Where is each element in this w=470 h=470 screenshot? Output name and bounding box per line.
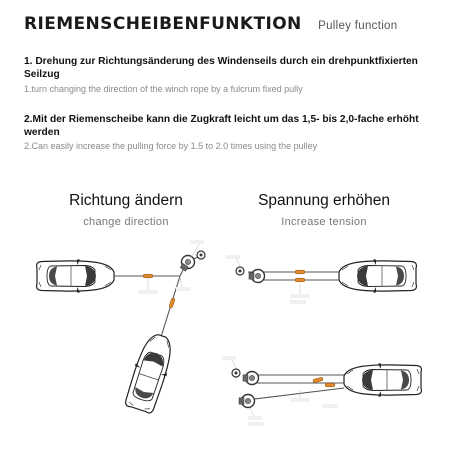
page-title: RIEMENSCHEIBENFUNKTION xyxy=(24,14,302,34)
shackle-link-upper-2 xyxy=(295,278,305,282)
shackle-link-left xyxy=(143,274,153,278)
right-diagram-lower xyxy=(222,356,421,426)
page-subtitle: Pulley function xyxy=(318,20,398,32)
anchor-point-left xyxy=(197,251,205,259)
right-section-title: Spannung erhöhen xyxy=(258,192,390,209)
shackle-link-diagonal xyxy=(169,298,176,309)
anchor-point-right xyxy=(236,267,244,275)
point-2-english: 2.Can easily increase the pulling force by 1.5 to 2.0 times using the pulley xyxy=(24,141,318,151)
stuck-car-left xyxy=(122,331,177,415)
left-section-subtitle: change direction xyxy=(83,216,169,228)
winch-car-right xyxy=(339,260,416,293)
right-section-subtitle: Increase tension xyxy=(281,216,367,228)
right-diagram-upper xyxy=(226,255,416,304)
point-2-german: 2.Mit der Riemenscheibe kann die Zugkraft leicht um das 1,5- bis 2,0-fache erhöht werden xyxy=(24,114,419,138)
point-1-english: 1.turn changing the direction of the winch rope by a fulcrum fixed pully xyxy=(24,84,303,94)
point-1-german: 1. Drehung zur Richtungsänderung des Windenseils durch ein drehpunktfixierten Seilzug xyxy=(24,56,418,80)
shackle-link-upper xyxy=(295,270,305,274)
anchor-point-lower xyxy=(232,369,240,377)
shackle-link-lower-2 xyxy=(325,383,335,387)
shackle-link-lower xyxy=(313,377,324,383)
left-section-title: Richtung ändern xyxy=(69,192,183,209)
rope-left-diagonal xyxy=(160,276,180,340)
winch-car-right-lower xyxy=(344,364,421,397)
winch-car-left xyxy=(37,260,114,293)
left-diagram xyxy=(37,240,205,415)
pulley-right-lower-2 xyxy=(239,395,255,408)
pulley-right-lower-1 xyxy=(243,372,259,385)
pulley-left xyxy=(178,253,198,273)
